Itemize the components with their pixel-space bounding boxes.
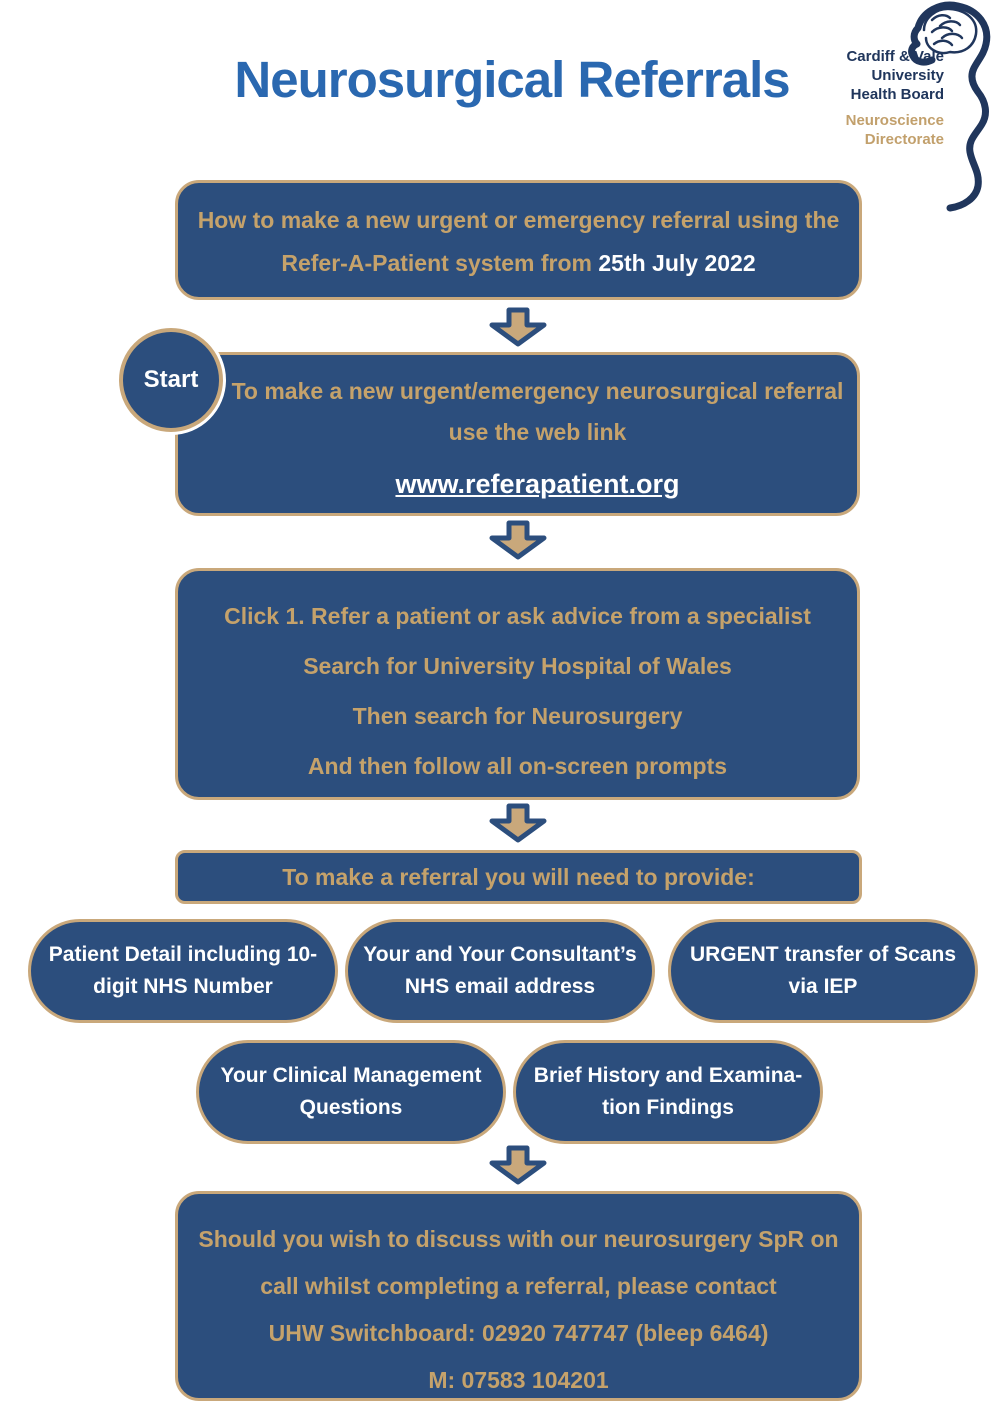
switchboard-number: UHW Switchboard: 02920 747747 (bleep 6464)	[268, 1320, 769, 1346]
step-line-4: And then follow all on-screen prompts	[307, 753, 728, 779]
health-board-name: Cardiff & Vale University Health Board Neuroscience Directorate	[822, 47, 944, 149]
step-line-2: Search for University Hospital of Wales	[303, 653, 732, 679]
page-title: Neurosurgical Referrals	[234, 51, 790, 108]
go-live-date: 25th July 2022	[598, 250, 756, 276]
contact-box	[175, 1191, 862, 1401]
down-arrow-icon	[486, 307, 550, 347]
steps-box	[175, 568, 860, 800]
provide-box-label: To make a referral you will need to provide:	[282, 863, 755, 890]
requirement-pill-scan-transfer: URGENT transfer of Scans via IEP	[668, 919, 978, 1023]
down-arrow-icon	[486, 520, 550, 560]
intro-line-1: How to make a new urgent or emergency referral using the	[197, 207, 840, 233]
provide-box	[175, 850, 862, 904]
weblink-line-2: use the web link	[448, 419, 627, 445]
step-line-1: Click 1. Refer a patient or ask advice from a specialist	[224, 603, 811, 629]
directorate-name: Neuroscience Directorate	[845, 112, 944, 148]
step-line-3: Then search for Neurosurgery	[352, 703, 683, 729]
contact-line-2: call whilst completing a referral, please contact	[260, 1273, 777, 1299]
start-badge	[119, 328, 223, 432]
weblink-box	[175, 352, 860, 516]
intro-line-2: Refer-A-Patient system from 25th July 2022	[281, 250, 756, 276]
referapatient-link[interactable]: www.referapatient.org	[395, 469, 680, 499]
requirement-pill-patient-detail: Patient Detail including 10- digit NHS Number	[28, 919, 338, 1023]
contact-line-1: Should you wish to discuss with our neurosurgery SpR on	[198, 1226, 839, 1252]
weblink-line-1: To make a new urgent/emergency neurosurgical referral	[231, 378, 844, 404]
down-arrow-icon	[486, 803, 550, 843]
start-badge-label: Start	[143, 366, 199, 393]
mobile-number: M: 07583 104201	[428, 1367, 609, 1393]
requirement-pill-history-findings: Brief History and Examina- tion Findings	[513, 1040, 823, 1144]
requirement-pill-management-questions: Your Clinical Management Questions	[196, 1040, 506, 1144]
down-arrow-icon	[486, 1145, 550, 1185]
requirement-pill-nhs-email: Your and Your Consultant’s NHS email address	[345, 919, 655, 1023]
intro-box	[175, 180, 862, 300]
